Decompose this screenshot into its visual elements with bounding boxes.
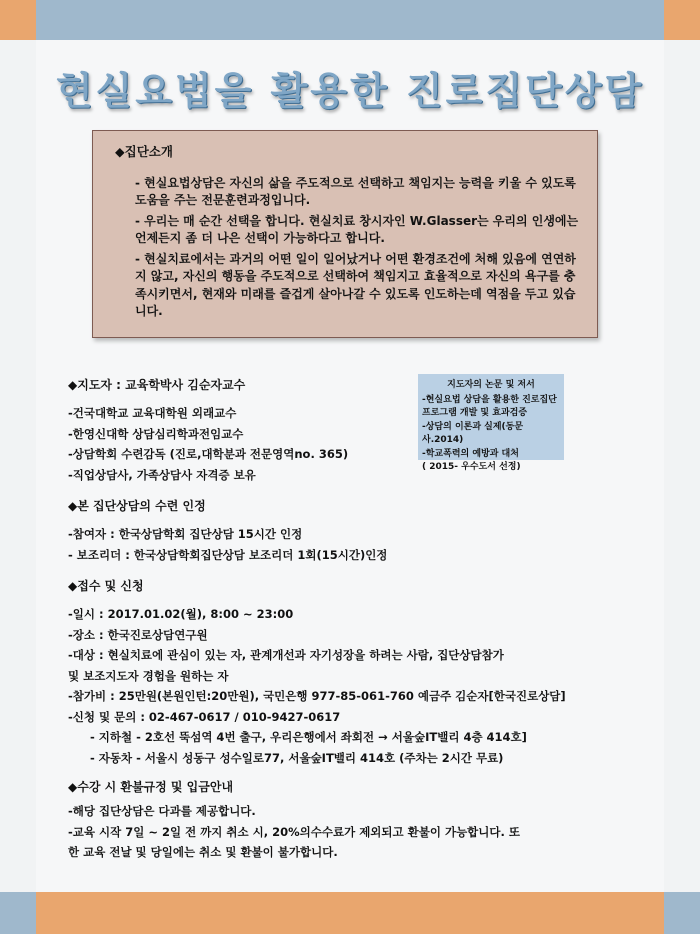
refund-item: -해당 집단상담은 다과를 제공합니다.	[68, 804, 256, 818]
certification-item: - 보조리더 : 한국상담학회집단상담 보조리더 1회(15시간)인정	[68, 547, 388, 562]
frame-corner-top-left	[0, 0, 36, 40]
frame-corner-bottom-left	[0, 892, 36, 934]
registration-heading: ◆접수 및 신청	[68, 579, 144, 593]
frame-bottom-band	[36, 892, 664, 934]
registration-item: -일시 : 2017.01.02(월), 8:00 ~ 23:00	[68, 607, 294, 621]
advisor-item: -건국대학교 교육대학원 외래교수	[68, 406, 237, 420]
advisor-item: -직업상담사, 가족상담사 자격증 보유	[68, 467, 256, 482]
registration-item: 및 보조지도자 경험을 원하는 자	[68, 668, 229, 683]
intro-paragraph: - 현실치료에서는 과거의 어떤 일이 일어났거나 어떤 환경조건에 처해 있음에 연연하지 않고, 자신의 행동을 주도적으로 선택하여 책임지고 효율적으로 자신의 욕구를 충족시키면서, 현재와 미래를 즐겁게 살아나갈 수 있도록 인도하는데 역점을 두고 있습니다.	[135, 251, 576, 318]
frame-corner-bottom-right	[664, 892, 700, 934]
publication-item: ( 2015- 우수도서 선정)	[422, 462, 521, 472]
certification-item: -참여자 : 한국상담학회 집단상담 15시간 인정	[68, 527, 303, 541]
publications-box	[418, 374, 564, 472]
publication-item: -상담의 이론과 실제(동문사.2014)	[422, 421, 524, 445]
publications-title: 지도자의 논문 및 저서	[447, 380, 535, 390]
certification-section	[68, 497, 387, 565]
publication-item: -현실요법 상담을 활용한 진로집단	[422, 394, 557, 405]
intro-heading: ◆집단소개	[115, 144, 173, 159]
registration-item: -참가비 : 25만원(본원인턴:20만원), 국민은행 977-85-061-760 예금주 김순자[한국진로상담]	[68, 689, 566, 703]
refund-heading: ◆수강 시 환불규정 및 입금안내	[68, 780, 234, 794]
publication-item: 프로그램 개발 및 효과검증	[422, 408, 528, 418]
registration-item: -대상 : 현실치료에 관심이 있는 자, 관계개선과 자기성장을 하려는 사람, 집단상담참가	[68, 648, 504, 662]
directions-item: - 자동차 - 서울시 성동구 성수일로77, 서울숲IT밸리 414호 (주차는 2시간 무료)	[90, 750, 504, 765]
intro-paragraph: - 우리는 매 순간 선택을 합니다. 현실치료 창시자인 W.Glasser는 우리의 인생에는 언제든지 좀 더 나은 선택이 가능하다고 합니다.	[135, 213, 579, 245]
advisor-section	[68, 376, 348, 485]
directions-item: - 지하철 - 2호선 뚝섬역 4번 출구, 우리은행에서 좌회전 → 서울숲IT밸리 4층 414호]	[90, 730, 527, 744]
intro-paragraph: - 현실요법상담은 자신의 삶을 주도적으로 선택하고 책임지는 능력을 키울 수 있도록 도움을 주는 전문훈련과정입니다.	[135, 175, 576, 207]
certification-heading: ◆본 집단상담의 수련 인정	[68, 499, 206, 513]
publication-item: -학교폭력의 예방과 대처	[422, 448, 519, 459]
frame-top-band	[36, 0, 664, 40]
refund-item: -교육 시작 7일 ~ 2일 전 까지 취소 시, 20%의수수료가 제외되고 환불이 가능합니다. 또	[68, 824, 520, 839]
advisor-item: -한영신대학 상담심리학과전임교수	[68, 426, 244, 441]
frame-corner-top-right	[664, 0, 700, 40]
registration-section	[68, 577, 566, 768]
refund-section	[68, 778, 520, 863]
refund-item: 한 교육 전날 및 당일에는 취소 및 환불이 불가합니다.	[68, 845, 338, 859]
page-title: 현실요법을 활용한 진로집단상담	[55, 69, 645, 113]
registration-item: -장소 : 한국진로상담연구원	[68, 627, 208, 642]
advisor-item: -상담학회 수련감독 (진로,대학분과 전문영역no. 365)	[68, 447, 349, 461]
advisor-heading: ◆지도자 : 교육학박사 김순자교수	[68, 378, 246, 392]
intro-box	[92, 130, 598, 338]
registration-item: -신청 및 문의 : 02-467-0617 / 010-9427-0617	[68, 709, 341, 724]
